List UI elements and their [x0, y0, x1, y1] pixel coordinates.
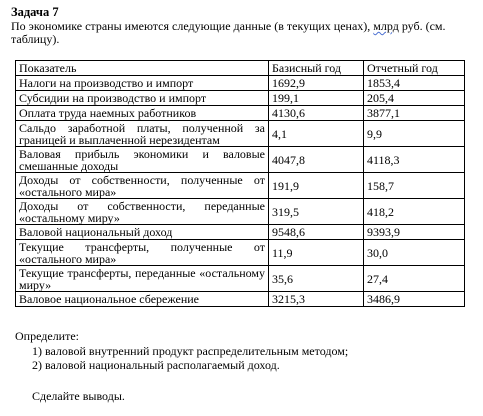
- report-year-value: 9,9: [364, 121, 465, 147]
- table-row: [16, 76, 465, 91]
- questions-section: [15, 330, 465, 402]
- questions-heading: Определите:: [15, 329, 80, 343]
- row-label: Валовое национальное сбережение: [16, 292, 269, 307]
- report-year-value: 3486,9: [364, 292, 465, 307]
- column-header-report-year: Отчетный год: [364, 61, 465, 76]
- base-year-value: 35,6: [269, 266, 364, 292]
- report-year-value: 4118,3: [364, 147, 465, 173]
- base-year-value: 4130,6: [269, 106, 364, 121]
- row-label: Валовой национальный доход: [16, 225, 269, 240]
- report-year-value: 1853,4: [364, 76, 465, 91]
- table-row: [16, 199, 465, 225]
- task-intro: [11, 20, 473, 45]
- report-year-value: 9393,9: [364, 225, 465, 240]
- row-label: Текущие трансферты, полученные от «остального мира»: [16, 240, 269, 266]
- row-label: Налоги на производство и импорт: [16, 76, 269, 91]
- table-row: [16, 240, 465, 266]
- question-item: 2) валовой национальный располагаемый доход.: [32, 358, 280, 373]
- report-year-value: 30,0: [364, 240, 465, 266]
- report-year-value: 205,4: [364, 91, 465, 106]
- base-year-value: 1692,9: [269, 76, 364, 91]
- task-document: [11, 6, 473, 45]
- table-row: [16, 147, 465, 173]
- intro-text-end: руб. (см. таблицу).: [11, 19, 446, 46]
- task-title: Задача 7: [11, 5, 59, 19]
- conclusion-prompt: Сделайте выводы.: [32, 388, 125, 403]
- base-year-value: 9548,6: [269, 225, 364, 240]
- base-year-value: 11,9: [269, 240, 364, 266]
- table-row: [16, 91, 465, 106]
- report-year-value: 3877,1: [364, 106, 465, 121]
- table-row: [16, 225, 465, 240]
- row-label: Текущие трансферты, переданные «остальному миру»: [16, 266, 269, 292]
- base-year-value: 4047,8: [269, 147, 364, 173]
- table-row: [16, 292, 465, 307]
- table-row: [16, 121, 465, 147]
- table-header-row: [16, 61, 465, 76]
- column-header-base-year: Базисный год: [269, 61, 364, 76]
- base-year-value: 191,9: [269, 173, 364, 199]
- column-header-indicator: Показатель: [16, 61, 269, 76]
- table-row: [16, 106, 465, 121]
- table-row: [16, 173, 465, 199]
- base-year-value: 319,5: [269, 199, 364, 225]
- table-row: [16, 266, 465, 292]
- question-item: 1) валовой внутренний продукт распределительным методом;: [32, 343, 349, 358]
- row-label: Сальдо заработной платы, полученной за границей и выплаченной нерезидентам: [16, 121, 269, 147]
- intro-text-start: По экономике страны имеются следующие данные (в текущих ценах),: [11, 19, 374, 34]
- economy-data-table: [15, 60, 465, 307]
- report-year-value: 418,2: [364, 199, 465, 225]
- base-year-value: 3215,3: [269, 292, 364, 307]
- row-label: Доходы от собственности, полученные от «остального мира»: [16, 173, 269, 199]
- row-label: Оплата труда наемных работников: [16, 106, 269, 121]
- row-label: Валовая прибыль экономики и валовые смешанные доходы: [16, 147, 269, 173]
- report-year-value: 158,7: [364, 173, 465, 199]
- base-year-value: 4,1: [269, 121, 364, 147]
- report-year-value: 27,4: [364, 266, 465, 292]
- row-label: Доходы от собственности, переданные «остальному миру»: [16, 199, 269, 225]
- row-label: Субсидии на производство и импорт: [16, 91, 269, 106]
- base-year-value: 199,1: [269, 91, 364, 106]
- intro-unit-spellcheck: млрд: [373, 19, 399, 34]
